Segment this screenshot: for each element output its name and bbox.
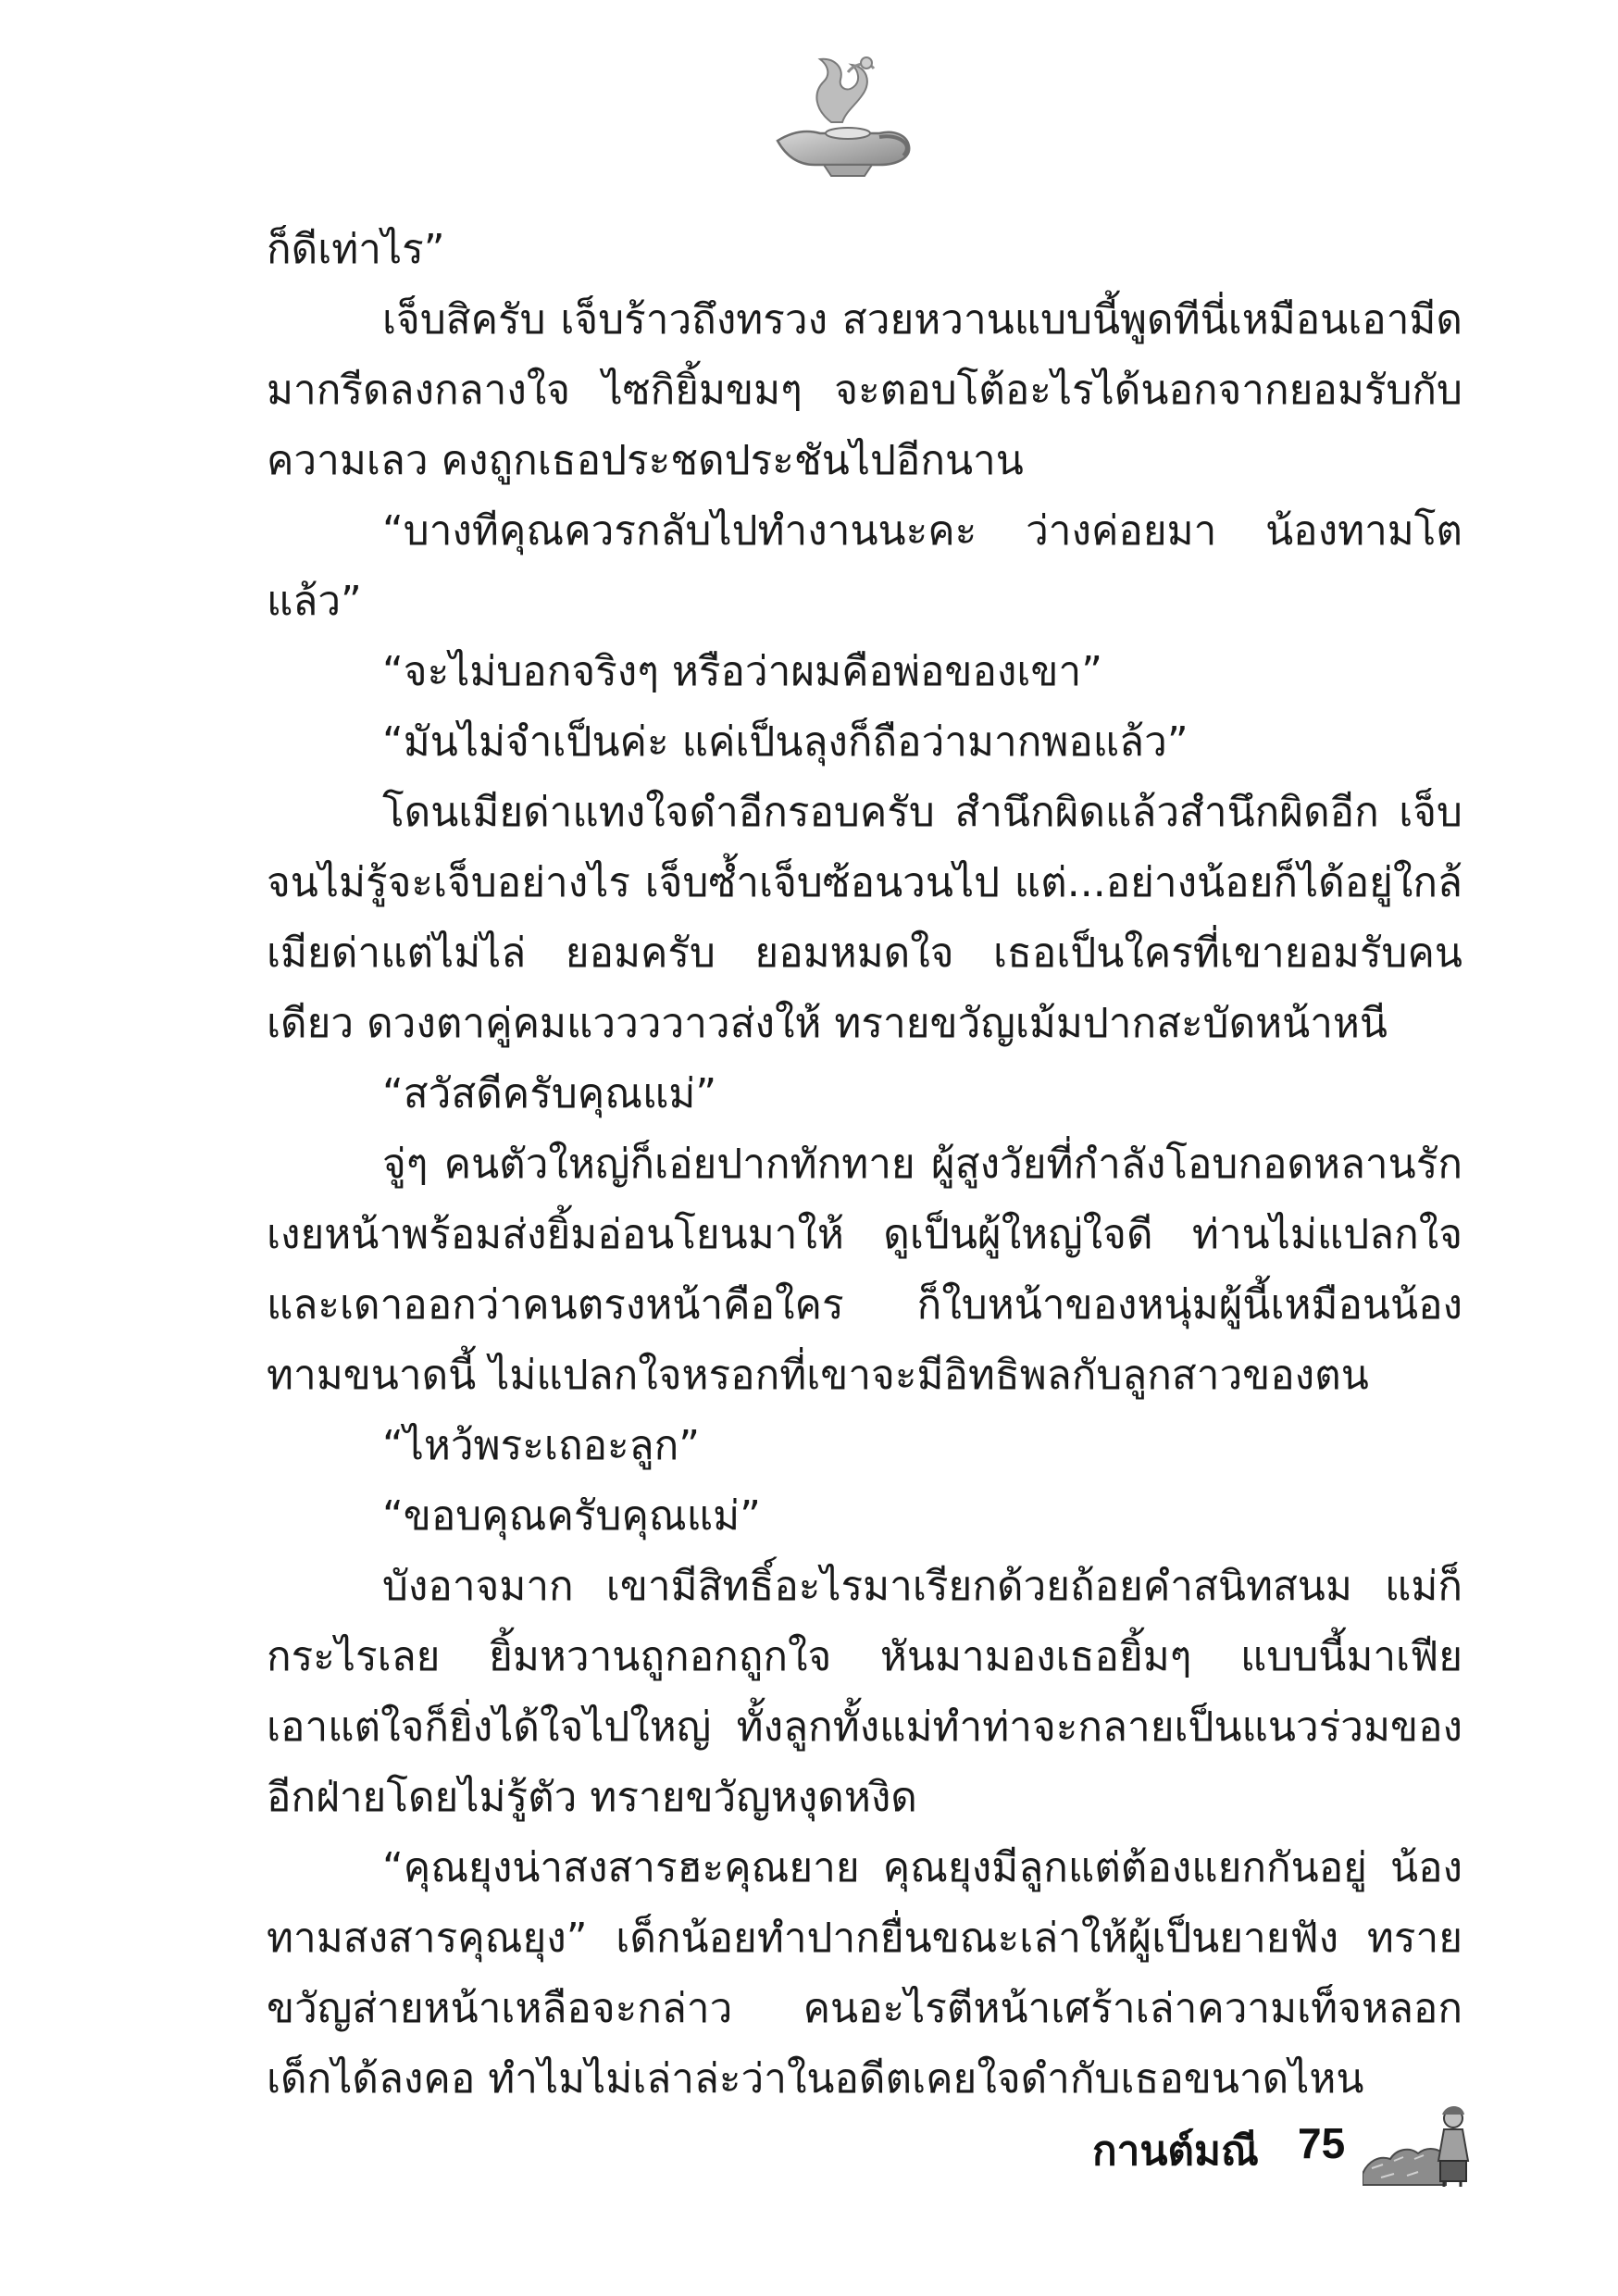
paragraph: “สวัสดีครับคุณแม่” [382, 1070, 717, 1117]
genie-lamp-icon [759, 44, 916, 183]
paragraph: “บางทีคุณควรกลับไปทำงานนะคะ ว่างค่อยมา น้องทามโตแล้ว” [267, 507, 1462, 625]
paragraph: “ขอบคุณครับคุณแม่” [382, 1492, 761, 1540]
paragraph: บังอาจมาก เขามีสิทธิ์อะไรมาเรียกด้วยถ้อยคำสนิทสนม แม่ก็กระไรเลย ยิ้มหวานถูกอกถูกใจ หันมามองเธอยิ้มๆ แบบนี้มาเฟียเอาแต่ใจก็ยิ่งได้ใจไปใหญ่ ทั้งลูกทั้งแม่ทำท่าจะกลายเป็นแนวร่วมของอีกฝ่ายโดยไม่รู้ตัว ทรายขวัญหงุดหงิด [267, 1563, 1462, 1821]
body-text [267, 215, 1462, 2115]
paragraph: “มันไม่จำเป็นค่ะ แค่เป็นลุงก็ถือว่ามากพอแล้ว” [382, 718, 1189, 766]
paragraph: “ไหว้พระเถอะลูก” [382, 1422, 701, 1469]
paragraph: “จะไม่บอกจริงๆ หรือว่าผมคือพ่อของเขา” [382, 648, 1103, 695]
paragraph: ก็ดีเท่าไร” [267, 226, 445, 273]
page-number: 75 [1298, 2119, 1346, 2167]
girl-on-rocks-icon [1363, 2100, 1474, 2189]
paragraph: โดนเมียด่าแทงใจดำอีกรอบครับ สำนึกผิดแล้วสำนึกผิดอีก เจ็บจนไม่รู้จะเจ็บอย่างไร เจ็บซ้ำเจ็บซ้อนวนไป แต่...อย่างน้อยก็ได้อยู่ใกล้เมียด่าแต่ไม่ไล่ ยอมครับ ยอมหมดใจ เธอเป็นใครที่เขายอมรับคนเดียว ดวงตาคู่คมแววววาวส่งให้ ทรายขวัญเม้มปากสะบัดหน้าหนี [267, 789, 1462, 1047]
page-footer [1092, 2100, 1481, 2202]
paragraph: จู่ๆ คนตัวใหญ่ก็เอ่ยปากทักทาย ผู้สูงวัยที่กำลังโอบกอดหลานรักเงยหน้าพร้อมส่งยิ้มอ่อนโยนมาให้ ดูเป็นผู้ใหญ่ใจดี ท่านไม่แปลกใจและเดาออกว่าคนตรงหน้าคือใคร ก็ใบหน้าของหนุ่มผู้นี้เหมือนน้องทามขนาดนี้ ไม่แปลกใจหรอกที่เขาจะมีอิทธิพลกับลูกสาวของตน [267, 1141, 1462, 1399]
book-title: กานต์มณี [1092, 2128, 1259, 2175]
paragraph: เจ็บสิครับ เจ็บร้าวถึงทรวง สวยหวานแบบนี้พูดทีนี่เหมือนเอามีดมากรีดลงกลางใจ ไซกิยิ้มขมๆ จะตอบโต้อะไรได้นอกจากยอมรับกับความเลว คงถูกเธอประชดประชันไปอีกนาน [267, 296, 1462, 484]
paragraph: “คุณยุงน่าสงสารฮะคุณยาย คุณยุงมีลูกแต่ต้องแยกกันอยู่ น้องทามสงสารคุณยุง” เด็กน้อยทำปากยื่นขณะเล่าให้ผู้เป็นยายฟัง ทรายขวัญส่ายหน้าเหลือจะกล่าว คนอะไรตีหน้าเศร้าเล่าความเท็จหลอกเด็กได้ลงคอ ทำไมไม่เล่าล่ะว่าในอดีตเคยใจดำกับเธอขนาดไหน [267, 1844, 1462, 2103]
